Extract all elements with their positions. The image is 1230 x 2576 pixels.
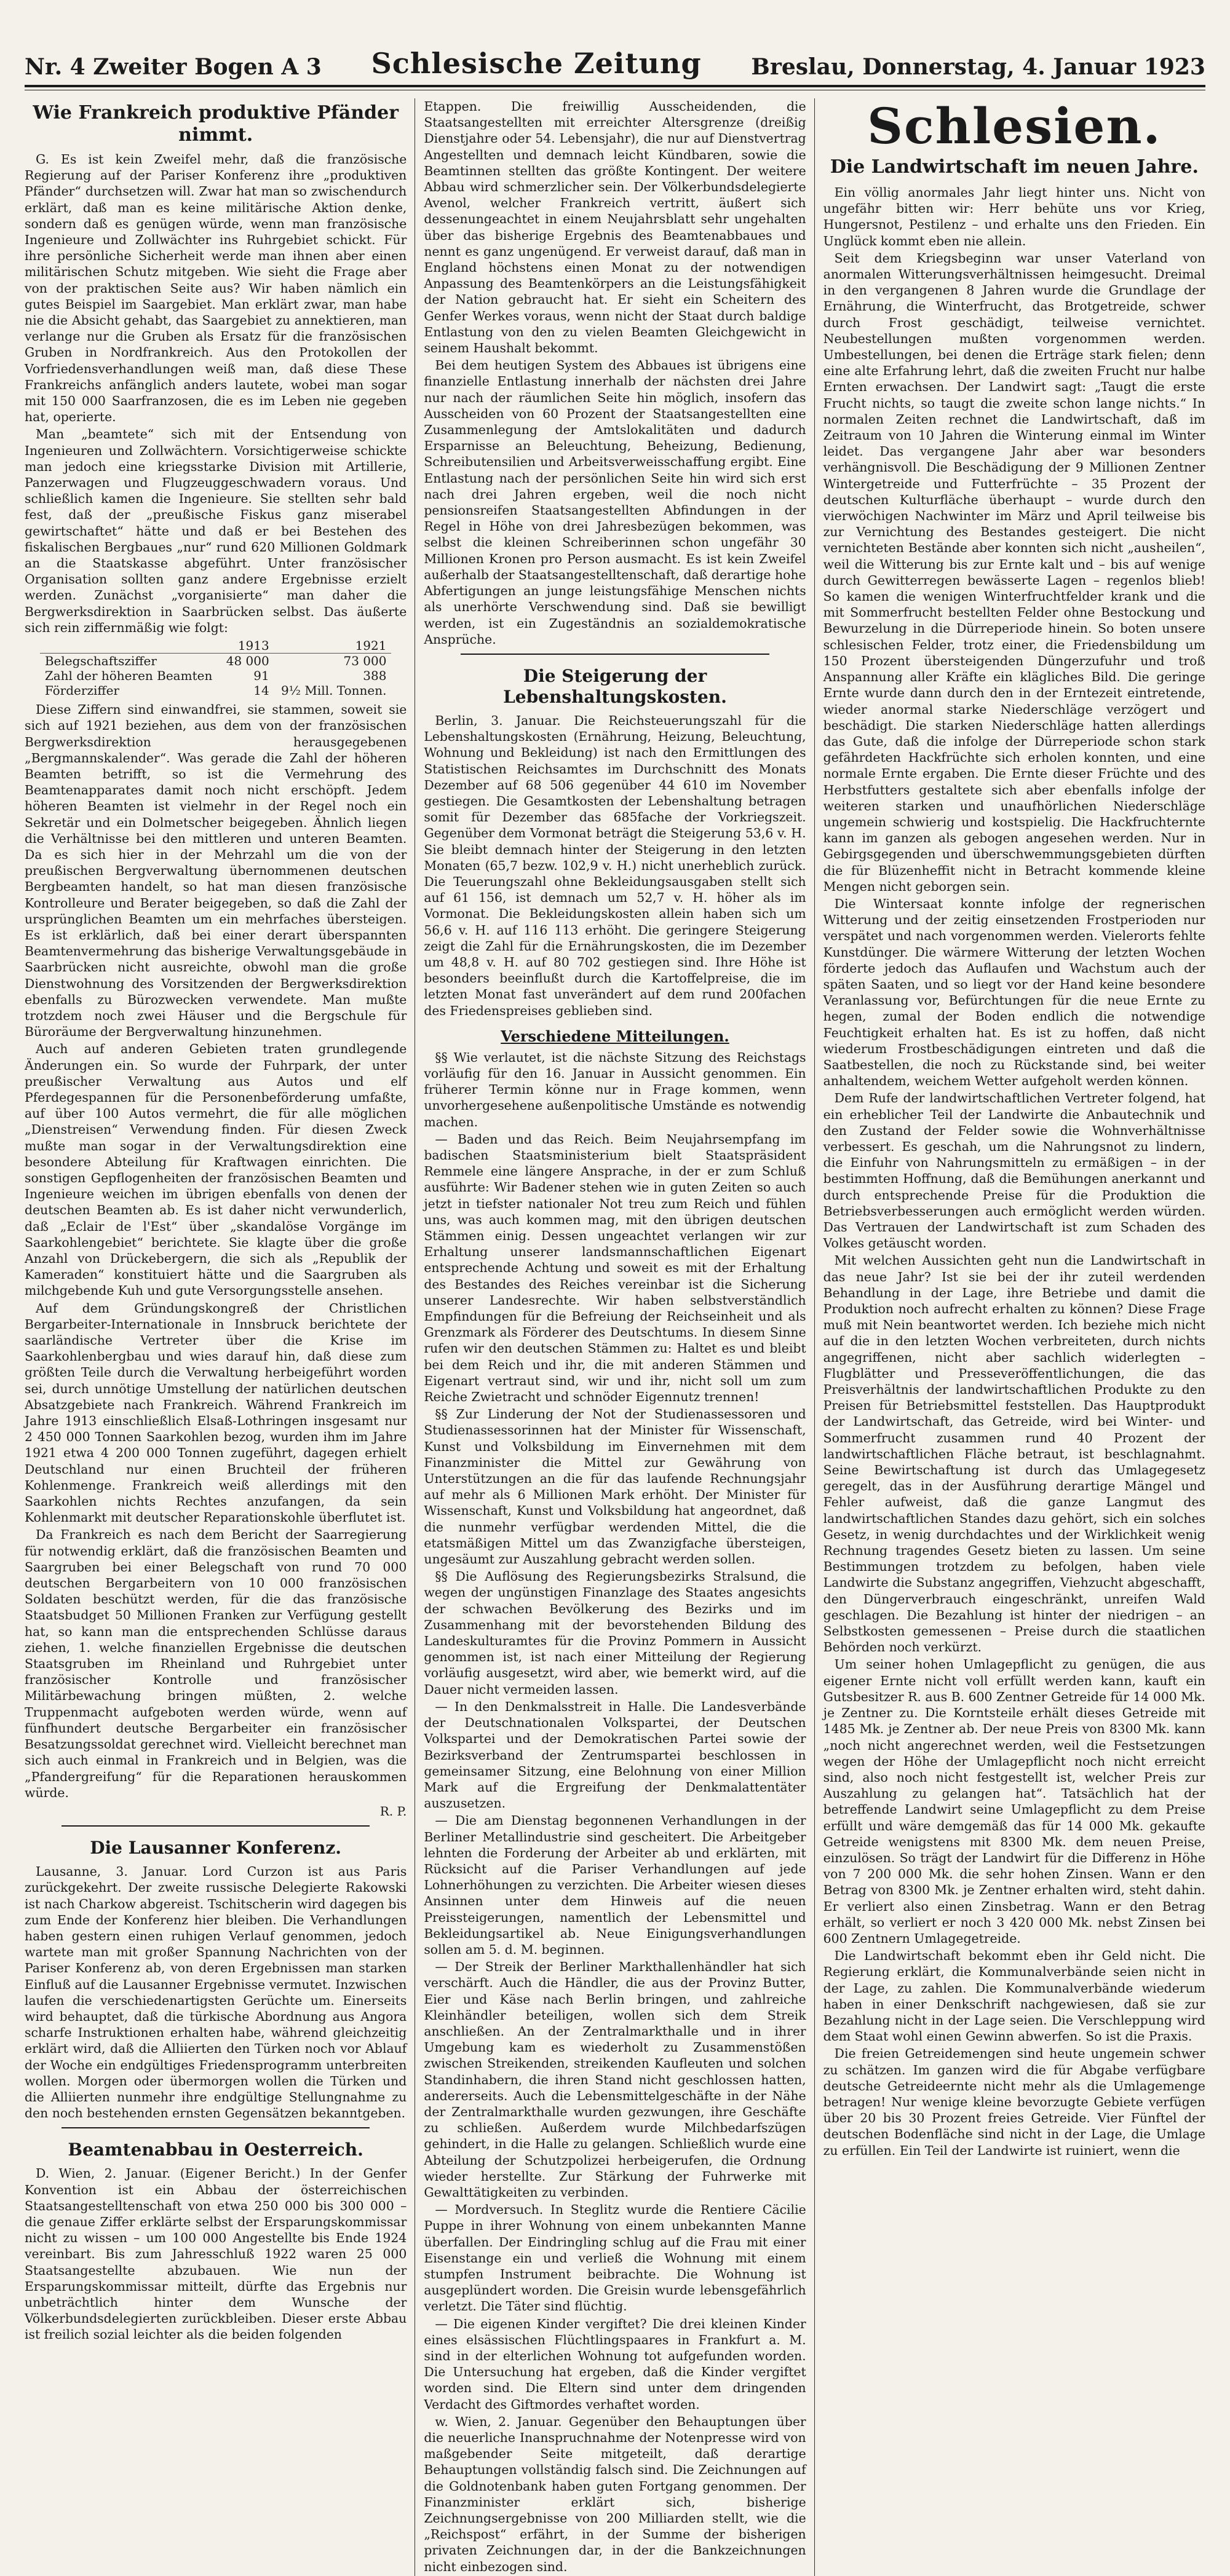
date-line: Breslau, Donnerstag, 4. Januar 1923 [751,54,1205,80]
article-headline-frankreich: Wie Frankreich produktive Pfänder nimmt. [33,102,399,146]
news-item: — In den Denkmalsstreit in Halle. Die Landesverbände der Deutschnationalen Volkspartei, der Deutschen Volkspartei und der Demokratischen Partei sowie der Bezirksverband der Zentrumspartei beschlossen in gemeinsamer Sitzung, eine Belohnung von einer Million Mark auf die Ergreifung der Denkmalattentäter auszusetzen. [424,1699,806,1811]
statistics-table [40,638,392,698]
news-item: — Die am Dienstag begonnenen Verhandlungen in der Berliner Metallindustrie sind gescheitert. Die Arbeitgeber lehnten die Forderung der Arbeiter ab und erklärten, mit Rücksicht auf die Pariser Verhandlungen auf jede Lohnerhöhungen zu verzichten. Die Arbeiter wiesen dieses Ansinnen unter dem Hinweis auf die neuen Preissteigerungen, namentlich der Lebensmittel und Bekleidungsartikel ab. Neue Einigungsverhandlungen sollen am 5. d. M. beginnen. [424,1813,806,1957]
table-cell: Förderziffer [44,683,119,698]
article-paragraph: Um seiner hohen Umlagepflicht zu genügen, die aus eigener Ernte nicht voll erfüllt werden kann, kauft ein Gutsbesitzer R. aus B. 600 Zentner Getreide für 14 000 Mk. je Zentner zu. Die Korntsteile erhält dieses Getreide mit 1485 Mk. je Zentner ab. Der neue Preis von 8300 Mk. kann „noch nicht angerechnet werden, weil die Festsetzungen wegen der Höhe der Umlagepflicht noch nicht erreicht sind, also noch nicht festgestellt ist, welcher Preis zur Auszahlung zu gelangen hat“. Tatsächlich hat der betreffende Landwirt seine Umlagepflicht zu dem Preise erfüllt und wäre demgemäß das für 14 000 Mk. gekaufte Getreide wenigstens mit 8300 Mk. dem neuen Preise, einzulösen. So trägt der Landwirt für die Differenz in Höhe von 7 200 000 Mk. die sehr hohen Zinsen. Wann er den Betrag von 8300 Mk. je Zentner erhalten wird, steht dahin. Er verliert also einen Zinsbetrag. Wann er den Betrag erhält, so verliert er noch 3 420 000 Mk. nebst Zinsen bei 600 Zentnern Umlagegetreide. [823,1657,1205,1946]
news-item: §§ Wie verlautet, ist die nächste Sitzung des Reichstags vorläufig für den 16. Januar in Aussicht genommen. Ein früherer Termin könne nur in Frage kommen, wenn unvorhergesehene außenpolitische Umstände es notwendig machen. [424,1049,806,1129]
table-cell: 388 [363,668,387,684]
table-row [40,668,392,683]
article-paragraph: Ein völlig anormales Jahr liegt hinter uns. Nicht von ungefähr bitten wir: Herr behüte uns vor Krieg, Hungersnot, Pestilenz – und erhalte uns den Frieden. Ein Unglück kommt eben nie allein. [823,185,1205,248]
news-item: §§ Die Auflösung des Regierungsbezirks Stralsund, die wegen der ungünstigen Finanzlage des Staates angesichts der schwachen Bevölkerung des Bezirks und im Zusammenhang mit der bevorstehenden Bildung des Landeskulturamtes für die Provinz Pommern in Aussicht genommen ist, ist nach einer Mitteilung der Regierung vorläufig ausgesetzt, wird aber, wie bemerkt wird, auf die Dauer nicht vermeiden lassen. [424,1569,806,1697]
table-cell: 48 000 [226,654,269,669]
table-header: 1913 [220,638,274,654]
table-row [40,654,392,669]
news-item: — Der Streik der Berliner Markthallenhändler hat sich verschärft. Auch die Händler, die aus der Provinz Butter, Eier und Käse nach Berlin bringen, und zahlreiche Kleinhändler beteiligen, wollen sich dem Streik anschließen. An der Zentralmarkthalle und in ihrer Umgebung kam es wiederholt zu Zusammenstößen zwischen Streikenden, streikenden Kaufleuten und solchen Standinhabern, die ihren Stand nicht geschlossen hatten, andererseits. Auch die Lebensmittelgeschäfte in der Nähe der Zentralmarkthalle wurden gezwungen, ihre Geschäfte zu schließen. Außerdem wurde Milchbedarfszügen gehindert, in die Halle zu gelangen. Schließlich wurde eine Abteilung der Schutzpolizei herbeigerufen, die Ordnung wieder herstellte. Zur Stärkung der Fuhrwerke mit Gewalttätigkeiten zu verbinden. [424,1959,806,2200]
article-paragraph: G. Es ist kein Zweifel mehr, daß die französische Regierung auf der Pariser Konferenz ihre „produktiven Pfänder“ durchsetzen will. Zwar hat man so zwischendurch erklärt, daß man es keine militärische Aktion denke, sondern daß es genügen würde, wenn man französische Ingenieure und Zollwächter ins Ruhrgebiet schickt. Für ihre persönliche Sicherheit werde man ihnen aber einen militärischen Schutz mitgeben. Wie sieht die Frage aber von der praktischen Seite aus? Wir haben nämlich ein gutes Beispiel im Saargebiet. Man erklärt zwar, man habe nie die Absicht gehabt, das Saargebiet zu annektieren, man verlange nur die Gruben als Ersatz für die französischen Gruben in Nordfrankreich. Aus den Protokollen der Vorfriedensverhandlungen weiß man, daß diese These Frankreichs anfänglich anders lautete, wobei man sogar mit 150 000 Saarfranzosen, die es im Leben nie gegeben hat, operierte. [25,152,407,425]
masthead [25,43,1205,80]
section-title-schlesien: Schlesien. [867,97,1162,155]
article-paragraph: Die Landwirtschaft bekommt eben ihr Geld nicht. Die Regierung erklärt, die Kommunalverbände seien nicht in der Lage, zu zahlen. Die Kommunalverbände wiederum haben in einer Denkschrift nachgewiesen, daß sie zur Bezahlung nicht in der Lage seien. Die Verschleppung wird dem Staat wohl einen Gewinn abwerfen. So ist die Praxis. [823,1948,1205,2044]
table-cell: 73 000 [343,654,387,669]
table-header: 1921 [274,638,392,654]
author-signature: R. P. [379,1803,407,1819]
news-item: — Baden und das Reich. Beim Neujahrsempfang im badischen Staatsministerium bielt Staatspräsident Remmele eine längere Ansprache, in der er zum Schluß ausführte: Wir Badener stehen wie in guten Zeiten so auch jetzt in tiefster nationaler Not treu zum Reich und fühlen uns, was auch kommen mag, mit den übrigen deutschen Stämmen einig. Dessen ungeachtet verlangen wir zur Erhaltung unserer landsmannschaftlichen Eigenart entsprechende Achtung und soweit es mit der Erhaltung des Bestandes des Reiches vereinbar ist die Sicherung unserer Landesrechte. Wir haben selbstverständlich Empfindungen für die Befreiung der Reichseinheit und als Grenzmark als Förderer des Deutschtums. In diesem Sinne rufen wir den deutschen Stämmen zu: Haltet es und bleibt bei dem Reich und ihr, die mit anderen Stämmen und Eigenart vertraut sind, wir und ihr, nicht soll um zum Reiche Zwietracht und schnöder Eigennutz trennen! [424,1131,806,1405]
column-2 [424,98,806,2576]
table-cell: 91 [253,668,269,684]
article-headline-lausanne: Die Lausanner Konferenz. [90,1838,342,1859]
news-item: §§ Zur Linderung der Not der Studienassessoren und Studienassessorinnen hat der Minister für Wissenschaft, Kunst und Volksbildung im Einvernehmen mit dem Finanzminister die Mittel zur Gewährung von Unterstützungen an die für das laufende Rechnungsjahr auf mehr als 6 Millionen Mark erhöht. Der Minister für Wissenschaft, Kunst und Volksbildung hat angeordnet, daß die nunmehr verfügbar werdenden Mittel, die die etatsmäßigen Mittel um das Zwanzigfache übersteigen, ungesäumt zur Auszahlung gebracht werden sollen. [424,1407,806,1567]
newspaper-title: Schlesische Zeitung [371,47,702,80]
article-paragraph: Da Frankreich es nach dem Bericht der Saarregierung für notwendig erklärt, daß die französischen Beamten und Saargruben bei einer Belegschaft von rund 70 000 deutschen Bergarbeitern von 10 000 französischen Soldaten beschützt werden, für die das französische Staatsbudget 50 Millionen Franken zur Verfügung gestellt hat, so kann man die entsprechenden Schlüsse daraus ziehen, 1. welche finanziellen Ergebnisse die deutschen Staatsgruben im Rheinland und Ruhrgebiet unter französischer Kontrolle und französischer Militärbewachung bringen müßten, 2. welche Truppenmacht aufgeboten werden würde, wenn auf fünfhundert deutsche Bergarbeiter ein französischer Besatzungssoldat gerechnet wird. Vielleicht berechnet man sich auch einmal in Frankreich und in Belgien, was die „Pfandergreifung“ für die Reparationen herauskommen würde. [25,1527,407,1800]
article-divider [62,2127,370,2128]
article-paragraph: Mit welchen Aussichten geht nun die Landwirtschaft in das neue Jahr? Ist sie bei der ihr zuteil werdenden Behandlung in der Lage, ihre Betriebe und damit die Produktion noch aufrecht erhalten zu können? Diese Frage muß mit Nein beantwortet werden. Ich beziehe mich nicht auf die in den letzten Wochen verbreiteten, durch nichts angegriffenen, nicht aber sachlich widerlegten – Flugblätter und Presseveröffentlichungen, die das Preisverhältnis der landwirtschaftlichen Produkte zu den Preisen für Betriebsmittel feststellen. Das Hauptprodukt der Landwirtschaft, das Getreide, wird bei Winter- und Sommerfrucht zusammen rund 40 Prozent der landwirtschaftlichen Fläche betraut, ist beschlagnahmt. Seine Bewirtschaftung ist durch das Umlagegesetz geregelt, das in der Ausführung derartige Mängel und Fehler aufweist, daß die ganze Langmut des landwirtschaftlichen Standes dazu gehört, sich ein solches Gesetz, in wenig durchdachtes und der Wirklichkeit wenig Rechnung tragendes Gesetz bieten zu lassen. Um seine Bestimmungen trotzdem zu befolgen, haben viele Landwirte die Substanz angegriffen, Viehzucht abgeschafft, den Düngerverbrauch eingeschränkt, unreifen Wald geschlagen. Die Bezahlung ist hinter der niedrigen – an Selbstkosten gemessenen – Preise durch die staatlichen Behörden noch verkürzt. [823,1253,1205,1655]
news-item: — Die eigenen Kinder vergiftet? Die drei kleinen Kinder eines elsässischen Flüchtlingspaares in Frankfurt a. M. sind in der elterlichen Wohnung tot aufgefunden worden. Die Untersuchung hat ergeben, daß die Kinder vergiftet worden sind. Die Eltern sind unter dem dringenden Verdacht des Giftmordes verhaftet worden. [424,2316,806,2412]
table-cell: 14 [253,683,269,698]
article-headline-landwirtschaft: Die Landwirtschaft im neuen Jahre. [830,156,1199,178]
news-item: — Mordversuch. In Steglitz wurde die Rentiere Cäcilie Puppe in ihrer Wohnung von einem unbekannten Manne überfallen. Der Eindringling schlug auf die Frau mit einer Eisenstange ein und verließ die Wohnung mit einem stumpfen Instrument beibrachte. Die Wohnung ist ausgeplündert worden. Die Greisin wurde lebensgefährlich verletzt. Die Täter sind flüchtig. [424,2202,806,2314]
article-headline-lebenshaltung: Die Steigerung der Lebenshaltungskosten. [503,665,727,707]
article-paragraph: Auf dem Gründungskongreß der Christlichen Bergarbeiter-Internationale in Innsbruck berichtete der saarländische Vertreter über die Krise im Saarkohlenbergbau und wies darauf hin, daß diese zum größten Teile durch die Verwaltung herbeigeführt worden sei, durch unnötige Umstellung der natürlichen deutschen Absatzgebiete nach Frankreich. Während Frankreich im Jahre 1913 einschließlich Elsaß-Lothringen insgesamt nur 2 450 000 Tonnen Saarkohlen bezog, wurden ihm im Jahre 1921 etwa 4 200 000 Tonnen zugeführt, dagegen erhielt Deutschland nur einen Bruchteil der früheren Kohlenmenge. Frankreich weiß allerdings mit den Saarkohlen nichts Rechtes anzufangen, da sein Kohlenmarkt mit deutscher Reparationskohle überflutet ist. [25,1300,407,1525]
column-1 [25,98,407,2576]
article-divider [62,1825,370,1827]
masthead-rule [25,85,1205,87]
article-paragraph: Lausanne, 3. Januar. Lord Curzon ist aus Paris zurückgekehrt. Der zweite russische Delegierte Rakowski ist nach Charkow abgereist. Tschitscherin wird dagegen bis zum Ende der Konferenz hier bleiben. Die Verhandlungen haben gestern einen ruhigen Verlauf genommen, jedoch wartete man mit großer Spannung Nachrichten von der Pariser Konferenz ab, von deren Ergebnissen man starken Einfluß auf die Lausanner Ergebnisse vermutet. Inzwischen laufen die verschiedenartigsten Gerüchte um. Einerseits wird behauptet, daß die türkische Abordnung aus Angora scharfe Instruktionen erhalten habe, während gleichzeitig erklärt wird, daß die Alliierten den Türken noch vor Ablauf der Woche ein endgültiges Friedensprogramm unterbreiten wollen. Morgen oder übermorgen wollen die Türken und die Alliierten nunmehr ihre endgültige Stellungnahme zu den noch bestehenden ernsten Gegensätzen bekanntgeben. [25,1864,407,2121]
issue-number: Nr. 4 Zweiter Bogen A 3 [25,54,322,80]
article-paragraph: Die freien Getreidemengen sind heute ungemein schwer zu schätzen. Im ganzen wird die für Abgabe verfügbare deutsche Getreideernte nicht mehr als die Umlagemenge betragen! Nur wenige kleine bevorzugte Gebiete verfügen über 20 bis 30 Prozent freies Getreide. Vier Fünftel der deutschen Bodenfläche sind nicht in der Lage, die Umlage zu erfüllen. Ein Teil der Landwirte ist ruiniert, wenn die [823,2046,1205,2158]
table-header [40,638,220,654]
article-paragraph: Dem Rufe der landwirtschaftlichen Vertreter folgend, hat ein erheblicher Teil der Landwirte die Anbautechnik und den Zustand der Felder sowie die Wohnverhältnisse verbessert. Es geschah, um die Nahrungsnot zu lindern, die Einfuhr von Nahrungsmitteln zu ermäßigen – in der bestimmten Hoffnung, daß die Bemühungen anerkannt und durch entsprechende Preise für die Produktion die Betriebsverbesserungen auch ermöglicht werden würden. Das Vertrauen der Landwirtschaft ist zum Schaden des Volkes getäuscht worden. [823,1091,1205,1251]
article-paragraph: Man „beamtete“ sich mit der Entsendung von Ingenieuren und Zollwächtern. Vorsichtigerweise schickte man jedoch eine kriegsstarke Division mit Artillerie, Panzerwagen und Flugzeuggeschwadern voraus. Und schließlich kamen die Ingenieure. Sie stellten sehr bald fest, daß der „preußische Fiskus ganz miserabel gewirtschaftet“ hätte und daß er bei Bestehen des fiskalischen Bergbaues „nur“ rund 620 Millionen Goldmark an die Staatskasse abgeführt. Unter französischer Organisation sollten ganz andere Ergebnisse erzielt werden. Zunächst „vorganisierte“ man daher die Bergwerksdirektion in Saarbrücken selbst. Das äußerte sich rein ziffernmäßig wie folgt: [25,427,407,635]
article-paragraph: Die Wintersaat konnte infolge der regnerischen Witterung und der zeitig einsetzenden Frostperioden nur verspätet und nach vorgenommen werden. Vielerorts fehlte Kunstdünger. Die wärmere Witterung der letzten Wochen förderte jedoch das Auflaufen und Wachstum auch der späten Saaten, und so liegt vor der Hand keine besondere Veranlassung vor, Befürchtungen für die neue Ernte zu hegen, zumal der Boden endlich die notwendige Feuchtigkeit erhalten hat. Es ist zu hoffen, daß nicht wiederum Frostbeschädigungen eintreten und daß die Saatbestellen, die noch zu Rückstande sind, bei weiter anhaltendem, weichem Wetter aufgeholt werden können. [823,896,1205,1089]
table-header-row [40,638,392,654]
article-paragraph: Diese Ziffern sind einwandfrei, sie stammen, soweit sie sich auf 1921 beziehen, aus dem von der französischen Bergwerksdirektion herausgegebenen „Bergmannskalender“. Was gerade die Zahl der höheren Beamten betrifft, so ist die Vermehrung des Beamtenapparates damit noch nicht erschöpft. Jedem höheren Beamten ist vielmehr in der Regel noch ein Sekretär und ein Dolmetscher beigegeben. Ähnlich liegen die Verhältnisse bei den mittleren und unteren Beamten. Da es sich hier in der Mehrzahl um die von der preußischen Bergverwaltung übernommenen deutschen Bergbeamten handelt, so hat man diesen französische Kontrolleure und Berater beigegeben, so daß die Zahl der ursprünglichen Beamten um ein mehrfaches übersteigen. Es ist erklärlich, daß bei einer derart überspannten Beamtenvermehrung das bisherige Verwaltungsgebäude in Saarbrücken nicht ausreichte, obwohl man die große Dienstwohnung des Vorsitzenden der Bergwerksdirektion ebenfalls zu Bürozwecken verwendete. Man mußte trotzdem noch zwei Häuser und die Bergschule für Büroräume der Bergverwaltung hinzunehmen. [25,702,407,1040]
article-paragraph: Seit dem Kriegsbeginn war unser Vaterland von anormalen Witterungsverhältnissen heimgesucht. Dreimal in den vergangenen 8 Jahren wurde die Grundlage der Ernährung, die Winterfrucht, das Brotgetreide, schwer durch Frost geschädigt, teilweise vernichtet. Neubestellungen mußten vorgenommen werden. Umbestellungen, bei denen die Erträge stark fielen; denn eine alte Erfahrung lehrt, daß die zweiten Frucht nur halbe Ernten erwachsen. Der Landwirt sagt: „Taugt die erste Frucht nichts, so taugt die zweite schon lange nichts.“ In normalen Zeiten rechnet die Landwirtschaft, daß im Zeitraum von 10 Jahren die Winterung einmal im Winter leidet. Das vergangene Jahr aber war besonders verhängnisvoll. Die Beschädigung der 9 Millionen Zentner Wintergetreide und Futterfrüchte – 35 Prozent der deutschen Kulturfläche überhaupt – wurde durch den vierwöchigen Nachwinter im März und April teilweise bis zur Vernichtung des Bestandes gesteigert. Die nicht vernichteten Bestände aber konnten sich nicht „ausheilen“, weil die Witterung bis zur Ernte kalt und – bis auf wenige durch Gewitterregen bewässerte Lagen – regenlos blieb! So kamen die wenigen Winterfruchtfelder krank und die mit Sommerfrucht bestellten Felder ohne Bestockung und Bewurzelung in die Dürreperiode hinein. So boten unsere schlesischen Felder, trotz einer, die Friedensbildung um 150 Prozent übersteigenden Düngerzufuhr und troß Anspannung aller Kräfte ein klägliches Bild. Die geringe Ernte wurde dann durch den in der Erntezeit eintretende, wieder anormal starke Niederschläge verzögert und beschädigt. Die starken Niederschläge hatten allerdings das Gute, daß die infolge der Dürreperiode schon stark gefährdeten Hackfrüchte sich erholen konnten, und eine normale Ernte ergaben. Die Ernte dieser Früchte und des Herbstfutters gestaltete sich aber ebenfalls infolge der weiteren starken und unaufhörlichen Niederschläge ungemein schwierig und kostspielig. Die Hackfruchternte kann im ganzen als gebogen angesehen werden. Nur in Gebirgsgegenden und überschwemmungsgebieten dürften die für Blüzenheffit nicht in Betracht kommende kleine Mengen nicht geborgen sein. [823,250,1205,894]
section-heading-verschiedene: Verschiedene Mitteilungen. [501,1027,729,1045]
article-paragraph: Bei dem heutigen System des Abbaues ist übrigens eine finanzielle Entlastung innerhalb der nächsten drei Jahre nur nach der räumlichen Seite hin möglich, insofern das Ausscheiden von 60 Prozent der Staatsangestellten eine Zusammenlegung der Amtslokalitäten und dadurch Ersparnisse an Beleuchtung, Beheizung, Bedienung, Schreibutensilien und Arbeitsverweisschaffung ergibt. Eine Entlastung nach der persönlichen Seite hin wird sich erst nach drei Jahren ergeben, weil die noch nicht pensionsreifen Staatsangestellten Abfindungen in der Regel in Höhe von drei Jahresbezügen bekommen, was selbst die kleinen Schreiberinnen schon ungefähr 30 Millionen Kronen pro Person ausmacht. Es ist kein Zweifel außerhalb der Staatsangestelltenschaft, daß derartige hohe Abfertigungen an junge leistungsfähige Menschen nichts als unerhörte Verschwendung sind. Daß sie bewilligt werden, ist ein Zugeständnis an sozialdemokratische Ansprüche. [424,358,806,647]
table-cell: Belegschaftsziffer [44,654,157,669]
article-divider [461,654,769,655]
news-item: w. Wien, 2. Januar. Gegenüber den Behauptungen über die neuerliche Inanspruchnahme der Notenpresse wird von maßgebender Seite mitgeteilt, daß derartige Behauptungen vollständig falsch sind. Die Zeichnungen auf die Goldnotenbank haben guten Fortgang genommen. Der Finanzminister erklärt sich, bisherige Zeichnungsergebnisse von 200 Milliarden stellt, wie die „Reichspost“ erfährt, in der Summe der bisherigen privaten Zeichnungen dar, in der die Bankzeichnungen nicht einbezogen sind. [424,2414,806,2574]
article-paragraph: Etappen. Die freiwillig Ausscheidenden, die Staatsangestellten mit erreichter Altersgrenze (dreißig Dienstjahre oder 54. Lebensjahr), die nur auf Dienstvertrag Angestellten und demnach leicht Kündbaren, sowie die Beamtinnen stellten das größte Kontingent. Der weitere Abbau wird schmerzlicher sein. Der Völkerbundsdelegierte Avenol, welcher Frankreich vertritt, äußert sich dessenungeachtet in einem Neujahrsblatt sehr ungehalten über das bisherige Ergebnis des Beamtenabbaues und nennt es ganz ungenügend. Er verweist darauf, daß man in England höchstens einen Monat zu der notwendigen Anpassung des Beamtenkörpers an die Leistungsfähigkeit der Nation gebraucht hat. Er sieht ein Scheitern des Genfer Werkes voraus, wenn nicht der Staat durch baldige Entlastung von den zu vielen Beamten Gleichgewicht in seinem Haushalt bekommt. [424,99,806,356]
article-paragraph: D. Wien, 2. Januar. (Eigener Bericht.) In der Genfer Konvention ist ein Abbau der österreichischen Staatsangestelltenschaft von etwa 250 000 bis 300 000 – die genaue Ziffer erklärte selbst der Ersparungskommissar nicht zu wissen – um 100 000 Angestellte bis Ende 1924 vereinbart. Bis zum Jahresschluß 1922 waren 25 000 Staatsangestellte abzubauen. Wie nun der Ersparungskommissar mitteilt, dürfte das Ergebnis nur unbeträchtlich hinter dem Wunsche der Völkerbundsdelegierten zurückbleiben. Dieser erste Abbau ist freilich sozial leichter als die beiden folgenden [25,2166,407,2342]
column-3 [823,98,1205,2576]
table-cell: 9½ Mill. Tonnen. [280,683,387,698]
table-cell: Zahl der höheren Beamten [44,668,213,684]
article-paragraph: Berlin, 3. Januar. Die Reichsteuerungszahl für die Lebenshaltungskosten (Ernährung, Heizung, Beleuchtung, Wohnung und Bekleidung) ist nach den Ermittlungen des Statistischen Reichsamtes im Durchschnitt des Monats Dezember auf 68 506 gegenüber 44 610 im November gestiegen. Die Gesamtkosten der Lebenshaltung betragen somit für Dezember das 685fache der Vorkriegszeit. Gegenüber dem Vormonat beträgt die Steigerung 53,6 v. H. Sie bleibt demnach hinter der Steigerung in den letzten Monaten (65,7 bezw. 102,9 v. H.) nicht unerheblich zurück. Die Teuerungszahl ohne Bekleidungsausgaben stellt sich auf 61 156, ist demnach um 52,7 v. H. höher als im Vormonat. Die Bekleidungskosten allein haben sich um 56,6 v. H. auf 116 113 erhöht. Die geringere Steigerung zeigt die Zahl für die Ernährungskosten, die im Dezember um 48,8 v. H. auf 80 702 gestiegen sind. Ihre Höhe ist besonders beeinflußt durch die Kartoffelpreise, die im letzten Monat fast unverändert auf dem rund 200fachen des Friedenspreises geblieben sind. [424,713,806,1018]
columns [25,97,1205,2574]
article-paragraph: Auch auf anderen Gebieten traten grundlegende Änderungen ein. So wurde der Fuhrpark, der unter preußischer Verwaltung aus Autos und elf Pferdegespannen für die Personenbeförderung umfaßte, auf über 100 Autos vermehrt, die für alle möglichen „Dienstreisen“ Verwendung finden. Für diesen Zweck mußte man sogar in der Verwaltungsdirektion eine besondere Abteilung für Kraftwagen einrichten. Die sonstigen Gepflogenheiten der französischen Beamten und Ingenieure weichen im übrigen ebenfalls von denen der deutschen Beamten ab. Es ist daher nicht verwunderlich, daß „Eclair de l'Est“ über „skandalöse Vorgänge im Saarkohlengebiet“ berichtete. Sie klagte über die große Anzahl von Drückebergern, die sich als „Republik der Kameraden“ konstituiert hätte und die Saargruben als milchgebende Kuh und gute Versorgungsstelle ansehen. [25,1041,407,1298]
article-headline-oesterreich: Beamtenabbau in Oesterreich. [68,2139,363,2160]
table-row [40,683,392,698]
